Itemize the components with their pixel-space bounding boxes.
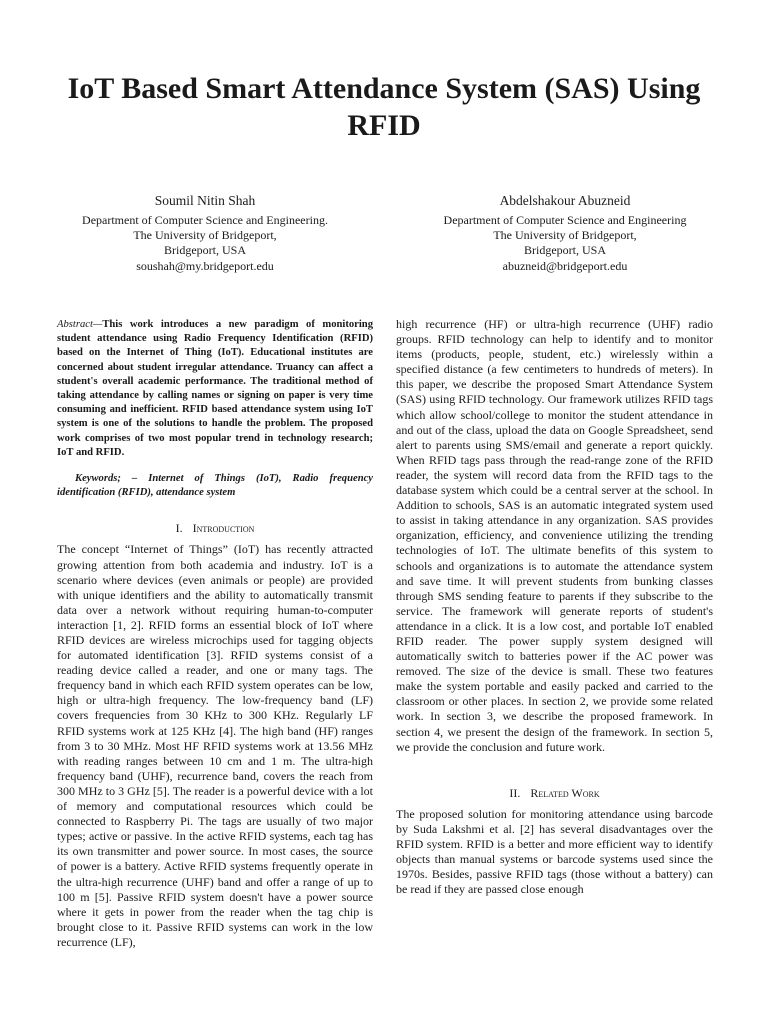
author-location: Bridgeport, USA	[524, 243, 606, 258]
related-work-text: The proposed solution for monitoring attendance using barcode by Suda Lakshmi et al. [2] has several disadvantages over the RFID system. RFID is a better and more efficient way to identify objects than manual systems or barcode systems used since the 1970s. Besides, passive RFID tags (those without a battery) can be read if they are passed close enough	[396, 806, 713, 897]
abstract-text: This work introduces a new paradigm of monitoring student attendance using Radio Frequency Identification (RFID) based on the Internet of Thing (IoT). Educational institutes are concerned about student irregular attendance. Truancy can affect a student's overall academic performance. The traditional method of taking attendance by calling names or signing on paper is very time consuming and inefficient. RFID based attendance system using IoT system is one of the solutions to handle the problem. The proposed work comprises of two most popular trend in technology research; IoT and RFID.	[57, 319, 373, 458]
right-column	[396, 317, 713, 897]
keywords: Keywords; – Internet of Things (IoT), Radio frequency identification (RFID), attendance system	[57, 473, 373, 499]
author-name: Soumil Nitin Shah	[154, 193, 256, 208]
author-block	[40, 192, 370, 274]
abstract	[57, 318, 373, 460]
introduction-continued-text: high recurrence (HF) or ultra-high recurrence (UHF) radio groups. RFID technology can help to identify and to monitor items (products, people, student, etc.) wirelessly within a specified distance (a few centimeters to hundreds of meters). In this paper, we describe the proposed Smart Attendance System (SAS) using RFID technology. Our framework utilizes RFID tags which allow school/college to monitor the student attendance in and out of the class, upload the data on Google Spreadsheet, send alert to parents using SMS/email and generate a report quickly. When RFID tags pass through the read-range zone of the RFID reader, the system will record data from the RFID tags to the database system which could be a central server at the school. In Addition to schools, SAS is an automatic integrated system used to assist in taking attendance in any organization. SAS provides organization, efficiency, and convenience utilizing the trending technologies of IoT. The ultimate benefits of this system to schools and organizations is to automate the attendance system and save time. It will prevent students from bunking classes through SMS sending feature to parents if they subscribe to the service. The framework will generate reports of student's attendance in a click. It is a low cost, and portable IoT enabled RFID reader. The power supply system designed will automatically switch to batteries power if the AC power was removed. The size of the device is small. These two features make the system portable and easily packed and carried to the classroom or other places. In section 2, we provide some related work. In section 3, we describe the proposed framework. In section 4, we present the design of the framework. In section 5, we provide the conclusion and future work.	[396, 317, 713, 754]
paper-title: IoT Based Smart Attendance System (SAS) Using RFID	[67, 72, 701, 142]
section-title: Related Work	[530, 785, 600, 800]
author-university: The University of Bridgeport,	[493, 228, 637, 243]
author-email[interactable]: abuzneid@bridgeport.edu	[502, 258, 628, 273]
author-department: Department of Computer Science and Engineering	[443, 213, 687, 227]
author-name: Abdelshakour Abuzneid	[499, 193, 631, 208]
section-number: II.	[509, 785, 521, 800]
author-department: Department of Computer Science and Engineering.	[82, 213, 328, 227]
introduction-text: The concept “Internet of Things” (IoT) has recently attracted growing attention from both academia and industry. IoT is a scenario where devices (even animals or people) are provided with unique identifiers and the ability to automatically transmit data over a network without requiring human-to-computer interaction [1, 2]. RFID forms an essential block of IoT where RFID devices are wireless microchips used for tagging objects for automated identification [3]. RFID systems consist of a reading device called a reader, and one or many tags. The frequency band in which each RFID system operates can be low, high or ultra-high frequency. The low-frequency band (LF) covers frequencies from 30 KHz to 300 KHz. Regularly LF RFID systems work at 125 KHz [4]. The high band (HF) ranges from 3 to 30 MHz. Most HF RFID systems work at 13.56 MHz with reading ranges between 10 cm and 1 m. The ultra-high frequency band (UHF), recurrence band, covers the reach from 300 MHz to 3 GHz [5]. The reader is a powerful device with a lot of memory and computational resources which could be connected to Raspberry Pi. The tags are usually of two major types; active or passive. In the active RFID systems, each tag has its own transmitter and power source. In most cases, the source of power is a battery. Active RFID systems frequently operate in the ultra-high recurrence (UHF) band and offer a range of up to 100 m [5]. Passive RFID system doesn't have a power source where it gets in power from the reader when the tag chip is brought close to it. Passive RFID systems can work in the low recurrence (LF),	[57, 542, 373, 949]
author-location: Bridgeport, USA	[164, 243, 246, 258]
section-title: Introduction	[192, 521, 255, 536]
section-heading	[396, 786, 713, 801]
section-heading	[57, 521, 373, 536]
left-column	[57, 318, 373, 950]
author-email[interactable]: soushah@my.bridgeport.edu	[136, 258, 274, 273]
section-number: I.	[175, 521, 183, 536]
abstract-lead: Abstract—	[57, 319, 103, 330]
author-block	[400, 192, 730, 274]
author-university: The University of Bridgeport,	[133, 228, 277, 243]
